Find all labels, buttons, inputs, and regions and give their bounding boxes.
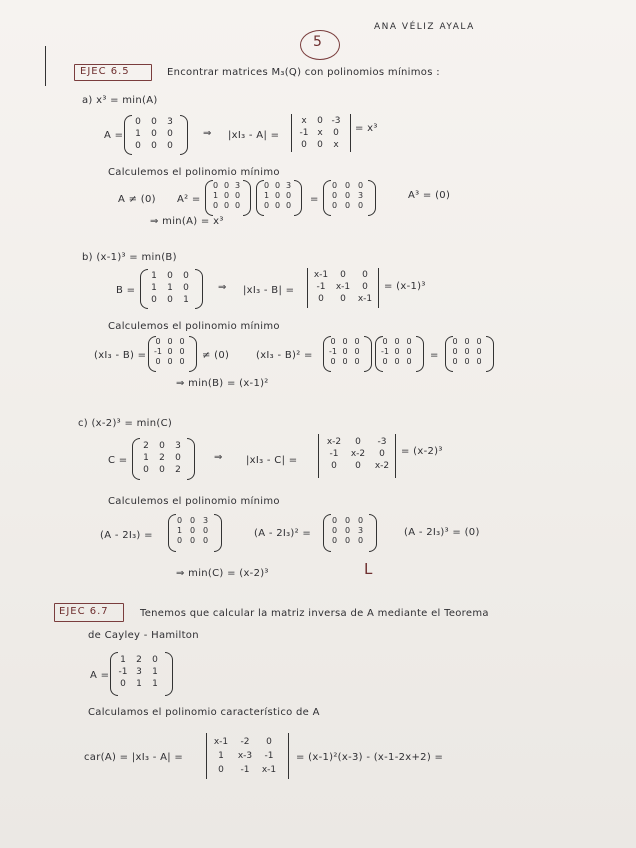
A2-equals: = [310,194,319,205]
det-C-matrix [322,436,394,472]
matrix-entry: 0 [212,201,219,210]
matrix-entry: 0 [159,465,165,475]
matrix-entry: -3 [331,116,341,126]
matrix-entry: 0 [382,337,388,346]
matrix-entry: 0 [151,141,157,151]
matrix-entry: 0 [176,516,183,525]
matrix-entry: 0 [263,201,270,210]
matrix-entry: x-1 [213,737,229,747]
implies-arrow: ⇒ [203,128,212,139]
b-square-matrix-2 [379,337,415,367]
matrix-entry: 0 [167,347,173,356]
matrix-entry: 0 [331,526,338,535]
char-poly-expansion: = (x-1)²(x-3) - (x-1-2x+2) = [296,752,444,763]
exercise-6-7-statement-line1: Tenemos que calcular la matriz inversa de A mediante el Teorema [140,608,489,619]
A-minus-2I3-squared-matrix [328,516,367,546]
matrix-entry: 0 [183,283,189,293]
b-zero-matrix [449,337,485,367]
grading-check-mark: L [364,560,373,578]
matrix-entry: 0 [344,536,351,545]
matrix-entry: 0 [218,765,224,775]
part-c-heading: c) (x-2)³ = min(C) [78,418,173,429]
matrix-entry: 0 [340,294,346,304]
matrix-entry: 3 [175,441,181,451]
matrix-A67 [115,654,163,690]
det-C-right-bar [395,434,396,478]
part-b-calc-text: Calculemos el polinomio mínimo [108,321,280,332]
matrix-A67-right-paren [165,652,173,696]
matrix-entry: 0 [452,347,458,356]
implies-arrow-c: ⇒ [214,452,223,463]
matrix-entry: 1 [167,283,173,293]
matrix-entry: x [317,128,323,138]
min-B-result: ⇒ min(B) = (x-1)² [176,378,269,389]
matrix-entry: 0 [394,347,400,356]
char-poly-label: car(A) = |xI₃ - A| = [84,752,184,763]
matrix-entry: 0 [263,181,270,190]
A2-m2-rp [294,180,302,216]
matrix-entry: 0 [159,441,165,451]
matrix-entry: -1 [118,667,128,677]
matrix-entry: 0 [394,337,400,346]
det-C-result: = (x-2)³ [401,446,443,457]
matrix-entry: 0 [189,516,196,525]
c-m1-rp [214,514,222,552]
matrix-entry: -1 [264,751,274,761]
matrix-entry: 0 [274,181,281,190]
matrix-entry: -1 [329,449,339,459]
matrix-entry: 0 [379,449,385,459]
matrix-entry: 0 [362,282,368,292]
matrix-entry: 0 [317,140,323,150]
matrix-entry: 1 [143,453,149,463]
A2-m3-rp [368,180,376,216]
matrix-entry: 0 [406,357,412,366]
matrix-entry: 1 [136,679,142,689]
author-name: ANA VÉLIZ AYALA [374,22,475,32]
matrix-entry: 1 [151,271,157,281]
matrix-entry: 0 [362,270,368,280]
matrix-entry: 1 [176,526,183,535]
ej67-calc-text: Calculamos el polinomio característico de A [88,707,320,718]
matrix-entry: 0 [382,357,388,366]
matrix-entry: 1 [212,191,219,200]
matrix-entry: 0 [301,140,307,150]
A-squared-label: A² = [177,194,201,205]
A2-result-matrix [328,181,367,211]
matrix-entry: 0 [354,347,360,356]
matrix-entry: 0 [464,347,470,356]
matrix-entry: 0 [179,357,185,366]
matrix-entry: 0 [331,181,338,190]
matrix-entry: 0 [151,117,157,127]
det-A-result: = x³ [355,123,378,134]
matrix-entry: 0 [394,357,400,366]
matrix-entry: 0 [344,526,351,535]
char-det-B-label: |xI₃ - B| = [243,285,295,296]
matrix-entry: 0 [167,141,173,151]
matrix-entry: x-3 [237,751,253,761]
matrix-entry: 0 [330,337,336,346]
not-zero-b: ≠ (0) [202,350,230,361]
matrix-entry: 0 [167,295,173,305]
matrix-entry: 0 [476,337,482,346]
matrix-entry: 0 [406,337,412,346]
matrix-entry: 0 [357,201,364,210]
part-a-calc-text: Calculemos el polinomio mínimo [108,167,280,178]
matrix-entry: 0 [135,117,141,127]
page-number: 5 [313,34,323,50]
matrix-entry: 2 [175,465,181,475]
matrix-entry: 1 [218,751,224,761]
matrix-entry: 0 [179,347,185,356]
matrix-entry: 0 [355,461,361,471]
char-poly-left-bar [206,733,207,779]
matrix-entry: 1 [135,129,141,139]
matrix-entry: 0 [152,655,158,665]
matrix-entry: 3 [167,117,173,127]
A-minus-2I3-label: (A - 2I₃) = [100,530,153,541]
matrix-entry: 0 [274,191,281,200]
matrix-C-right-paren [187,438,195,480]
margin-bracket-mark [45,46,46,86]
matrix-entry: x-2 [350,449,366,459]
matrix-entry: 0 [155,337,161,346]
matrix-entry: 1 [263,191,270,200]
matrix-A-right-paren [180,115,188,155]
matrix-entry: 3 [136,667,142,677]
matrix-entry: 0 [342,337,348,346]
matrix-entry: 0 [357,181,364,190]
part-c-calc-text: Calculemos el polinomio mínimo [108,496,280,507]
A-minus-2I3-cubed-zero: (A - 2I₃)³ = (0) [404,527,480,538]
char-poly-right-bar [288,733,289,779]
xI3-minus-B-label: (xI₃ - B) = [94,350,147,361]
matrix-entry: 2 [136,655,142,665]
matrix-A-label: A = [104,130,124,141]
A2-matrix-2 [261,181,294,211]
matrix-entry: 0 [354,357,360,366]
matrix-entry: 0 [344,201,351,210]
matrix-entry: 0 [333,128,339,138]
matrix-entry: 0 [234,201,241,210]
A2-m1-rp [243,180,251,216]
matrix-entry: 0 [285,201,292,210]
matrix-entry: 0 [234,191,241,200]
matrix-entry: 1 [151,283,157,293]
matrix-entry: 0 [202,536,209,545]
matrix-B-label: B = [116,285,136,296]
matrix-entry: 0 [223,181,230,190]
matrix-entry: 0 [175,453,181,463]
matrix-entry: 0 [331,201,338,210]
matrix-C [138,440,186,476]
matrix-entry: 0 [151,295,157,305]
matrix-entry: x-2 [326,437,342,447]
matrix-entry: x-1 [335,282,351,292]
matrix-entry: 0 [406,347,412,356]
matrix-entry: 0 [120,679,126,689]
matrix-entry: 0 [342,357,348,366]
matrix-entry: 0 [330,357,336,366]
matrix-entry: 0 [357,516,364,525]
matrix-entry: 0 [452,337,458,346]
matrix-entry: 0 [183,271,189,281]
matrix-entry: 3 [357,191,364,200]
A2-matrix-1 [210,181,243,211]
matrix-entry: x-1 [261,765,277,775]
det-A-matrix [296,115,344,151]
matrix-entry: 0 [285,191,292,200]
exercise-6-5-statement: Encontrar matrices M₃(Q) con polinomios mínimos : [167,67,440,78]
min-C-result: ⇒ min(C) = (x-2)³ [176,568,269,579]
matrix-A67-label: A = [90,670,110,681]
matrix-entry: x-1 [357,294,373,304]
matrix-entry: x-2 [374,461,390,471]
det-B-result: = (x-1)³ [384,281,426,292]
char-poly-det-matrix [209,735,281,777]
matrix-entry: 0 [167,357,173,366]
matrix-entry: 0 [464,337,470,346]
matrix-A [130,116,178,152]
b-m1-rp [189,336,197,372]
matrix-entry: 0 [274,201,281,210]
matrix-entry: 0 [167,129,173,139]
min-A-result: ⇒ min(A) = x³ [150,216,224,227]
matrix-entry: 0 [357,536,364,545]
matrix-entry: 0 [355,437,361,447]
xI3-minus-B-squared-label: (xI₃ - B)² = [256,350,313,361]
matrix-entry: 0 [331,516,338,525]
matrix-entry: -1 [299,128,309,138]
matrix-entry: x [333,140,339,150]
matrix-B-right-paren [195,269,203,309]
matrix-entry: 0 [212,181,219,190]
matrix-entry: -1 [381,347,389,356]
exercise-6-7-label: EJEC 6.7 [59,606,109,617]
matrix-entry: 1 [183,295,189,305]
A-minus-2I3-matrix [173,516,212,546]
matrix-entry: 0 [143,465,149,475]
c-m2-rp [369,514,377,552]
A-minus-2I3-squared-label: (A - 2I₃)² = [254,528,312,539]
matrix-entry: -1 [154,347,162,356]
A-cubed-zero: A³ = (0) [408,190,451,201]
det-B-right-bar [378,268,379,308]
matrix-entry: 0 [344,181,351,190]
matrix-entry: 0 [167,337,173,346]
matrix-entry: 0 [452,357,458,366]
matrix-entry: 0 [318,294,324,304]
matrix-entry: 0 [176,536,183,545]
matrix-entry: -2 [240,737,250,747]
matrix-entry: 0 [344,516,351,525]
matrix-entry: -1 [240,765,250,775]
char-det-A-label: |xI₃ - A| = [228,130,280,141]
matrix-entry: 1 [120,655,126,665]
matrix-entry: x [301,116,307,126]
matrix-entry: 0 [151,129,157,139]
matrix-entry: 0 [189,536,196,545]
b-equals: = [430,350,439,361]
matrix-entry: 0 [331,461,337,471]
matrix-entry: 3 [285,181,292,190]
matrix-entry: -1 [316,282,326,292]
A-not-zero: A ≠ (0) [118,194,156,205]
exercise-6-5-label: EJEC 6.5 [80,66,130,77]
exercise-6-7-statement-line2: de Cayley - Hamilton [88,630,199,641]
b-m4-rp [486,336,494,372]
matrix-entry: -1 [329,347,337,356]
matrix-entry: 0 [167,271,173,281]
matrix-entry: 3 [202,516,209,525]
matrix-entry: 0 [476,347,482,356]
matrix-entry: 0 [266,737,272,747]
xI3-minus-B-matrix [152,337,188,367]
implies-arrow-b: ⇒ [218,282,227,293]
matrix-entry: 0 [317,116,323,126]
matrix-entry: 3 [357,526,364,535]
matrix-entry: 0 [135,141,141,151]
matrix-entry: 0 [331,536,338,545]
matrix-entry: 0 [179,337,185,346]
matrix-entry: x-1 [313,270,329,280]
part-b-heading: b) (x-1)³ = min(B) [82,252,177,263]
det-B-matrix [310,269,376,305]
matrix-entry: -3 [377,437,387,447]
matrix-entry: 0 [464,357,470,366]
matrix-entry: 0 [189,526,196,535]
matrix-entry: 0 [344,191,351,200]
part-a-heading: a) x³ = min(A) [82,95,158,106]
b-square-matrix-1 [327,337,363,367]
matrix-entry: 0 [340,270,346,280]
matrix-entry: 0 [476,357,482,366]
b-m2-rp [364,336,372,372]
matrix-entry: 3 [234,181,241,190]
matrix-entry: 2 [143,441,149,451]
b-m3-rp [416,336,424,372]
matrix-entry: 0 [342,347,348,356]
matrix-entry: 0 [155,357,161,366]
det-C-left-bar [318,434,319,478]
matrix-entry: 1 [152,667,158,677]
det-A-left-bar [291,114,292,152]
matrix-entry: 2 [159,453,165,463]
matrix-entry: 1 [152,679,158,689]
matrix-entry: 0 [331,191,338,200]
matrix-C-label: C = [108,455,128,466]
matrix-B [146,270,194,306]
matrix-entry: 0 [223,191,230,200]
matrix-entry: 0 [202,526,209,535]
det-B-left-bar [307,268,308,308]
matrix-entry: 0 [354,337,360,346]
char-det-C-label: |xI₃ - C| = [246,455,298,466]
matrix-entry: 0 [223,201,230,210]
det-A-right-bar [350,114,351,152]
